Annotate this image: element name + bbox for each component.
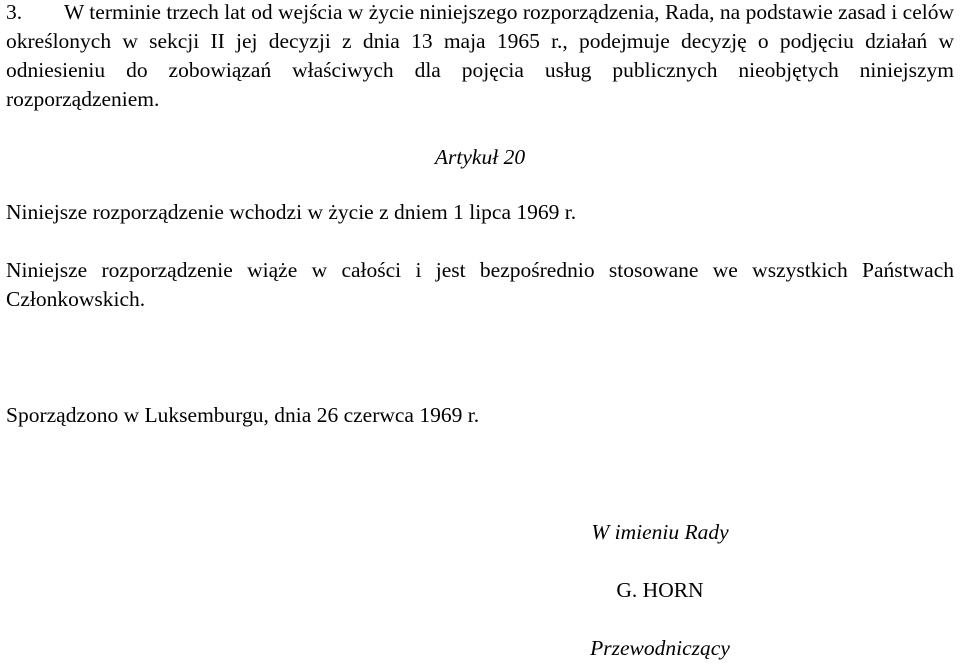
paragraph-number: 3.	[6, 0, 23, 24]
binding-clause-paragraph: Niniejsze rozporządzenie wiąże w całości i jest bezpośrednio stosowane we wszystkich Państwach Członkowskich.	[6, 258, 954, 311]
paragraph-3	[6, 0, 954, 114]
signature-name: G. HORN	[616, 578, 704, 602]
signature-role: Przewodniczący	[590, 636, 730, 660]
entry-into-force-paragraph: Niniejsze rozporządzenie wchodzi w życie z dniem 1 lipca 1969 r.	[6, 200, 577, 224]
paragraph-3-text: W terminie trzech lat od wejścia w życie niniejszego rozporządzenia, Rada, na podstawie zasad i celów określonych w sekcji II jej decyzji z dnia 13 maja 1965 r., podejmuje decyzję o podjęciu działań w odniesieniu do zobowiązań właściwych dla pojęcia usług publicznych nieobjętych niniejszym rozporządzeniem.	[6, 0, 954, 111]
article-heading: Artykuł 20	[434, 145, 526, 169]
done-at-paragraph: Sporządzono w Luksemburgu, dnia 26 czerwca 1969 r.	[6, 403, 480, 427]
signature-on-behalf: W imieniu Rady	[591, 520, 729, 544]
